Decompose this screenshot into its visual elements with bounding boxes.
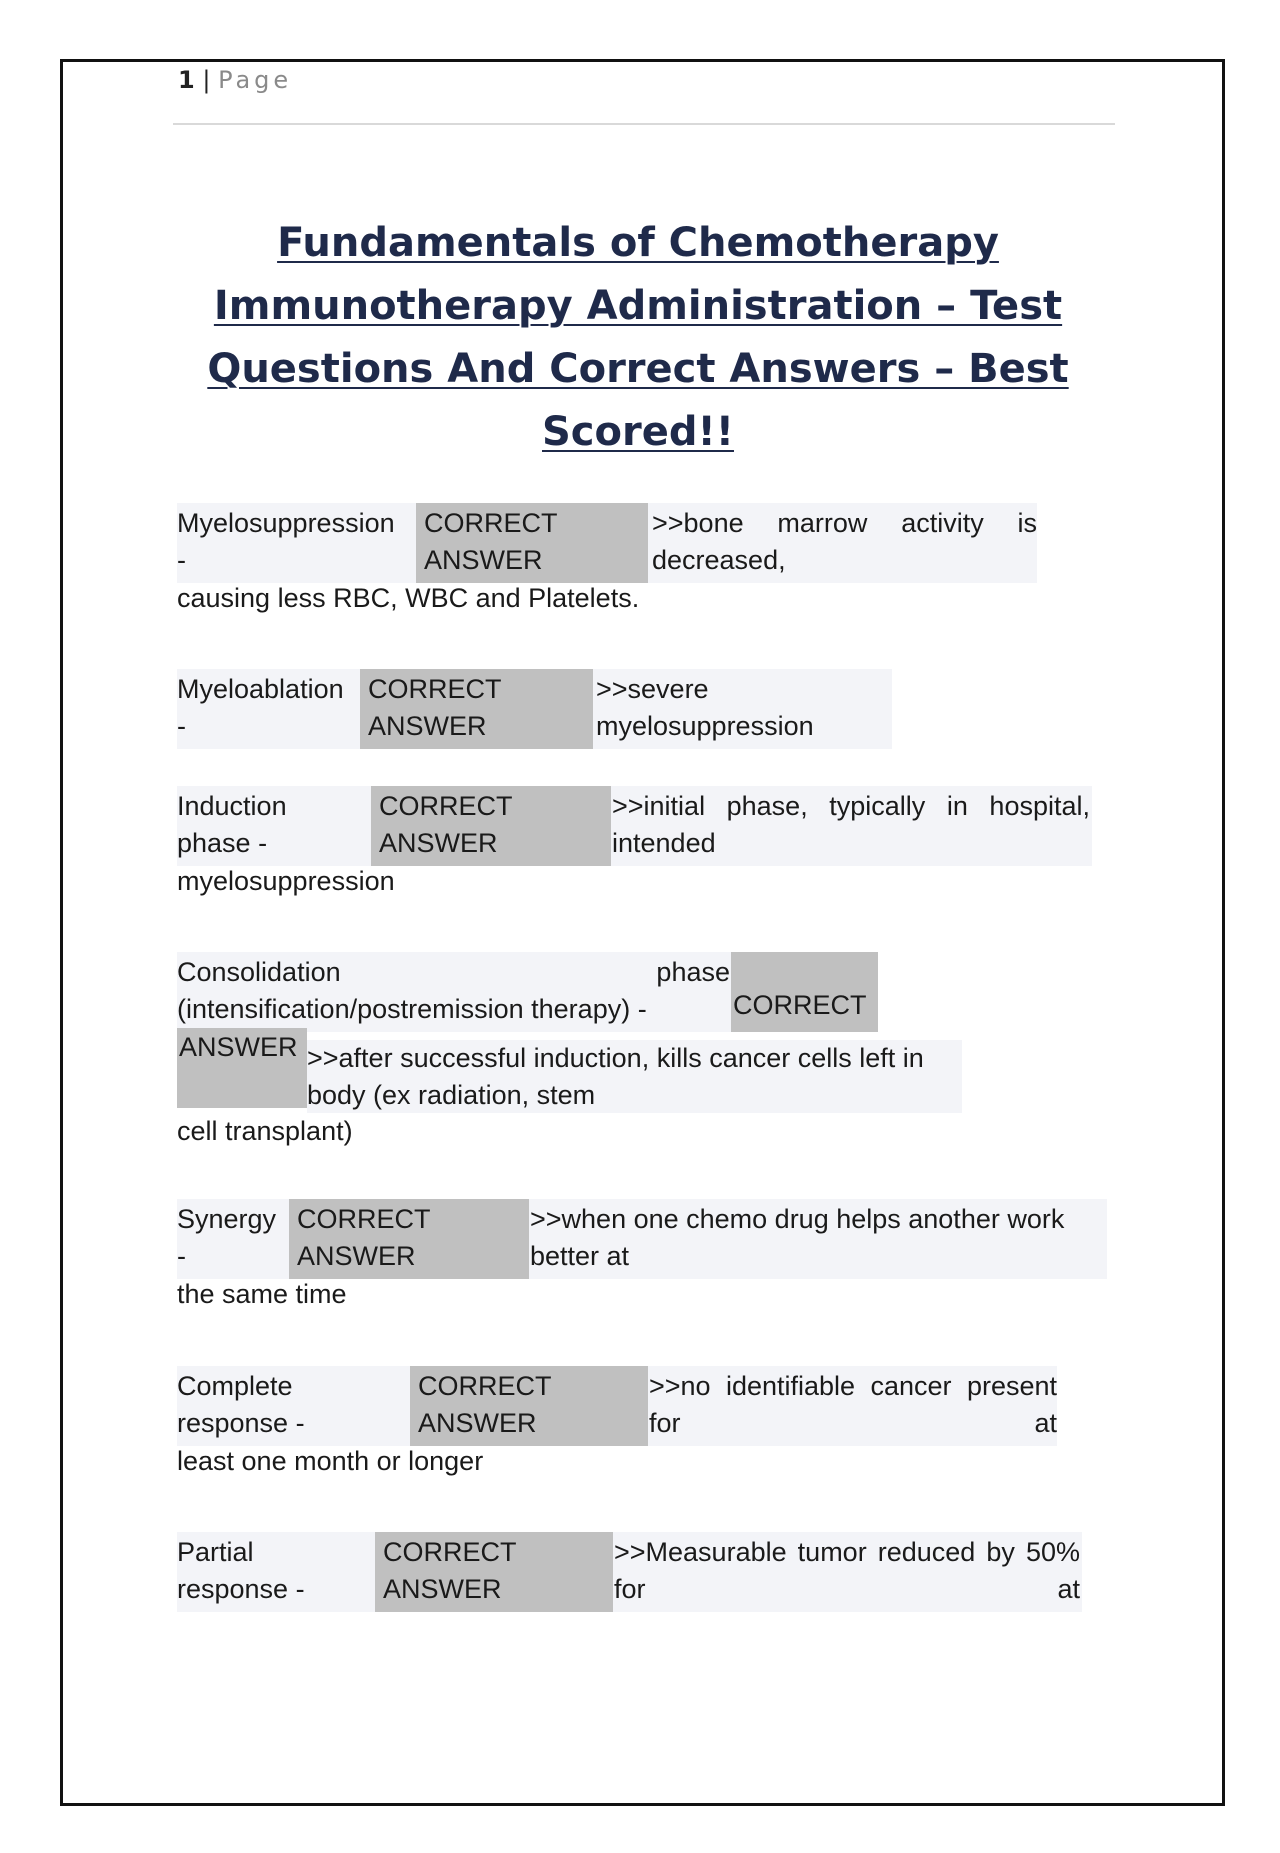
qa-term: Induction phase -	[177, 791, 287, 858]
qa-definition: >>Measurable tumor reduced by 50% for at	[614, 1537, 1080, 1604]
qa-term: Synergy -	[177, 1204, 277, 1271]
header-divider	[173, 123, 1115, 125]
correct-answer-label: CORRECT ANSWER	[371, 786, 611, 866]
qa-item	[177, 1366, 1057, 1486]
correct-answer-word: CORRECT	[733, 990, 867, 1020]
qa-continuation: the same time	[177, 1279, 347, 1309]
correct-answer-label: CORRECT ANSWER	[375, 1532, 613, 1612]
qa-term: Partial response -	[177, 1537, 305, 1604]
correct-answer-highlight	[731, 952, 878, 1032]
qa-term: Consolidation phase (intensification/postremission therapy) -	[177, 957, 730, 1024]
correct-answer-label: CORRECT ANSWER	[416, 503, 648, 583]
correct-answer-label: CORRECT ANSWER	[289, 1199, 529, 1279]
qa-definition: >>no identifiable cancer present for at	[649, 1371, 1057, 1438]
qa-definition: >>severe myelosuppression	[596, 674, 814, 741]
qa-definition: >>after successful induction, kills cancer cells left in body (ex radiation, stem	[307, 1040, 962, 1113]
qa-term: Complete response -	[177, 1371, 305, 1438]
qa-definition: >>when one chemo drug helps another work better at	[530, 1204, 1065, 1271]
document-title: Fundamentals of Chemotherapy Immunotherapy Administration – Test Questions And Correct Answers – Best Scored!!	[207, 220, 1069, 455]
page-label: Page	[218, 66, 293, 94]
qa-item	[177, 1532, 1082, 1614]
qa-continuation: least one month or longer	[177, 1446, 484, 1476]
page-number	[178, 66, 292, 94]
correct-answer-label: CORRECT ANSWER	[410, 1366, 648, 1446]
page-separator: |	[202, 66, 211, 94]
page-number-value: 1	[178, 66, 195, 94]
qa-item	[177, 1199, 1107, 1319]
qa-item	[177, 669, 892, 754]
correct-answer-word: ANSWER	[179, 1032, 298, 1062]
qa-item	[177, 786, 1092, 906]
qa-continuation: causing less RBC, WBC and Platelets.	[177, 583, 640, 613]
correct-answer-label: CORRECT ANSWER	[360, 669, 593, 749]
correct-answer-highlight	[177, 1028, 307, 1108]
qa-item	[177, 503, 1037, 623]
qa-definition: >>bone marrow activity is decreased,	[652, 508, 1037, 575]
qa-definition: >>initial phase, typically in hospital, intended	[612, 791, 1090, 858]
qa-term: Myelosuppression -	[177, 508, 395, 575]
qa-continuation: cell transplant)	[177, 1116, 353, 1146]
qa-term: Myeloablation -	[177, 674, 344, 741]
qa-continuation: myelosuppression	[177, 866, 395, 896]
